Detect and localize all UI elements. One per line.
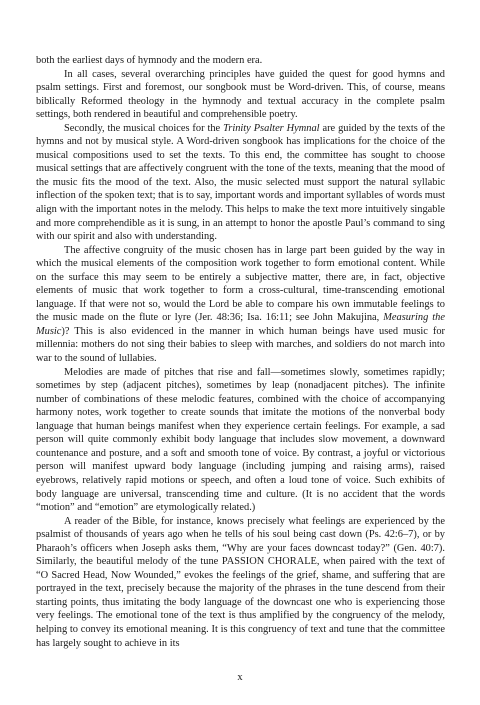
paragraph: [36, 515, 445, 650]
text-run: Melodies are made of pitches that rise and fall—sometimes slowly, sometimes rapidly; sometimes by step (adjacent pitches), sometimes by leap (nonadjacent pitches). The infinite number of combinations of these melodic features, combined with the choice of accompanying harmony notes, work together to create sounds that imitate the motions of the nonverbal body language that human beings manifest when they experience certain feelings. For example, a sad person will quite commonly exhibit body language that includes slow movement, a downward countenance and posture, and a soft and smooth tone of voice. By contrast, a joyful or victorious person will manifest upward body language (including jumping and raising arms), raised eyebrows, relatively rapid motions or speech, and often a loud tone of voice. Such exhibits of body language are universal, transcending time and culture. (It is no accident that the words “motion” and “emotion” are etymologically related.): [36, 366, 445, 514]
paragraph: [36, 54, 445, 68]
paragraph: [36, 68, 445, 122]
text-run: The affective congruity of the music chosen has in large part been guided by the way in which the musical elements of the composition work together to form emotional content. While on the surface this may seem to be entirely a subjective matter, there are, in fact, objective elements of music that work together to form a cross-cultural, time-transcending emotional language. If that were not so, would the Lord be able to compare his own immutable feelings to the music made on the flute or lyre (Jer. 48:36; Isa. 16:11; see John Makujina,: [36, 244, 445, 324]
text-run: are guided by the texts of the hymns and not by musical style. A Word-driven songbook has implications for the choice of the musical compositions used to set the texts. To this end, the committee has sought to choose musical settings that are affectively congruent with the tone of the texts, meaning that the mood of the music fits the mood of the text. Also, the music selected must support the natural syllabic inflection of the spoken text; that is to say, important words and important syllables of words must align with the important notes in the melody. This helps to make the text more intuitively singable and more comprehendible as it is sung, in an attempt to honor the apostle Paul’s command to sing with our spirit and also with understanding.: [36, 122, 445, 243]
text-run: Secondly, the musical choices for the: [64, 122, 224, 134]
page-body: [36, 54, 445, 650]
text-run: both the earliest days of hymnody and the modern era.: [36, 55, 263, 66]
text-run: )? This is also evidenced in the manner in which human beings have used music for millennia: mothers do not sing their babies to sleep with marches, and soldiers do not march into war to the sound of lullabies.: [36, 325, 445, 365]
text-run: A reader of the Bible, for instance, knows precisely what feelings are experienced by the psalmist of thousands of years ago when he tells of his soul being cast down (Ps. 42:6–7), or by Pharaoh’s officers when Joseph asks them, “Why are your faces downcast today?” (Gen. 40:7). Similarly, the beautiful melody of the tune PASSION CHORALE, when paired with the text of “O Sacred Head, Now Wounded,” evokes the feelings of the grief, shame, and suffering that are portrayed in the text, precisely because the majority of the phrases in the tune descend from their starting points, thus imitating the body language of the downcast one who is experiencing those very feelings. The emotional tone of the text is thus amplified by the congruency of the melody, helping to convey its emotional meaning. It is this congruency of text and tune that the committee has largely sought to achieve in its: [36, 515, 445, 649]
italic-title: Measuring the Music: [36, 312, 445, 337]
text-run: In all cases, several overarching principles have guided the quest for good hymns and psalm settings. First and foremost, our songbook must be Word-driven. This, of course, means biblically Reformed theology in the hymnody and textual accuracy in the complete psalm settings, both rendered in beautiful and comprehensible poetry.: [36, 68, 445, 121]
page-number: x: [237, 672, 243, 683]
paragraph: [36, 122, 445, 244]
paragraph: [36, 366, 445, 515]
paragraph: [36, 244, 445, 366]
italic-title: Trinity Psalter Hymnal: [223, 122, 320, 134]
